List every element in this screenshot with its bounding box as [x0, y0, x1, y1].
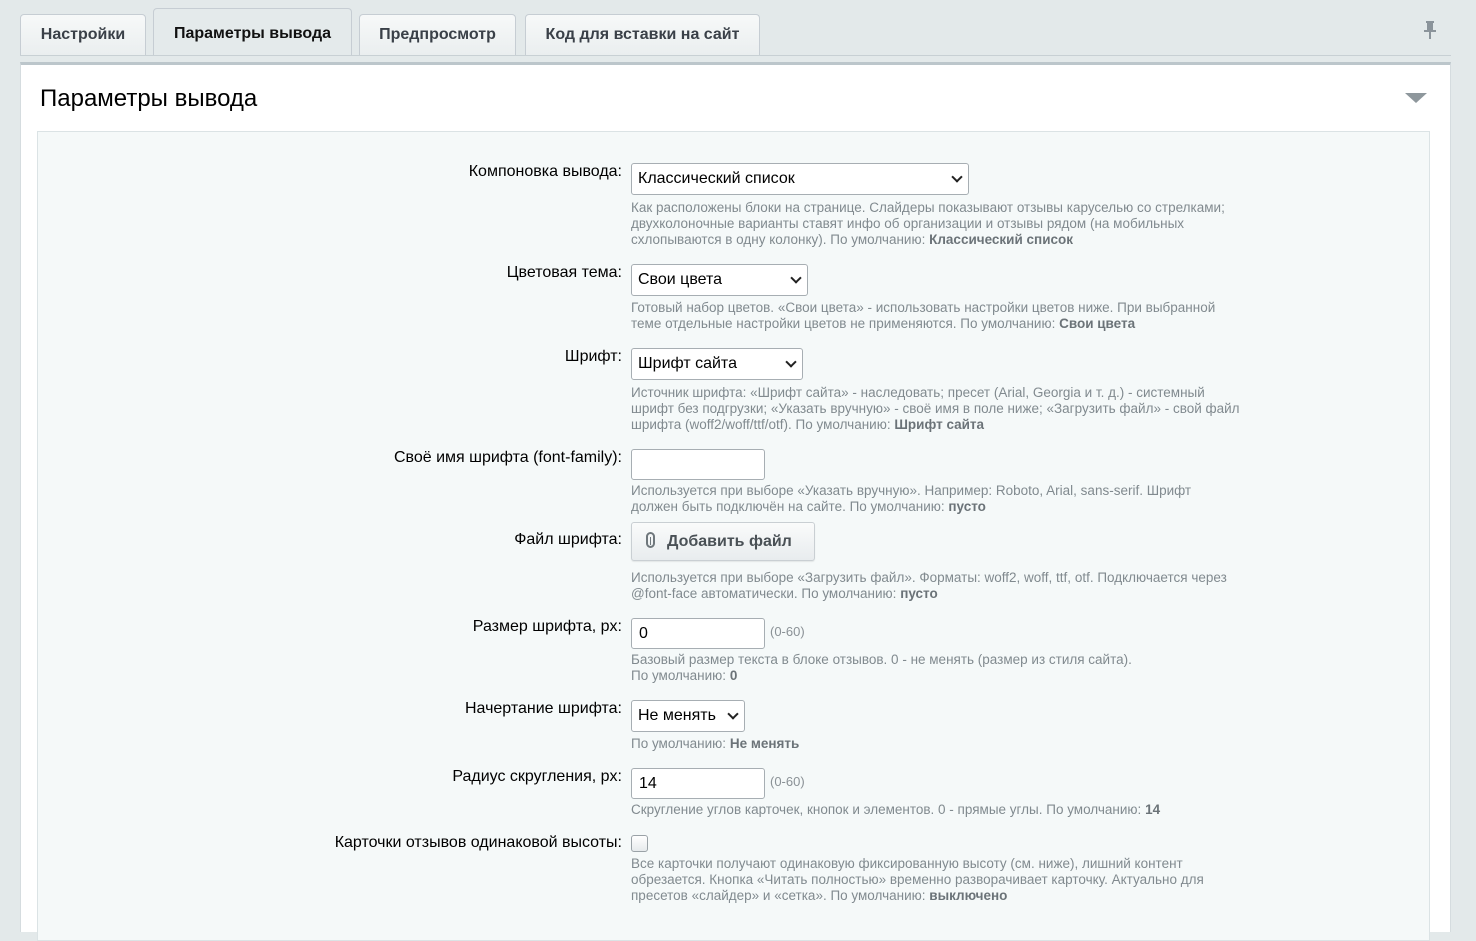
layout-select-value: Классический список — [638, 170, 795, 187]
equal-height-desc-text: Все карточки получают одинаковую фиксированную высоту (см. ниже), лишний контент обрезается. Кнопка «Читать полностью» временно разворачивает карточку. Актуально для пресетов «слайдер» и «сетка». По умолчанию: — [631, 856, 1204, 903]
radius-description — [631, 802, 1241, 818]
font-size-control — [631, 618, 805, 649]
layout-select[interactable] — [631, 163, 969, 195]
font-weight-desc-text: По умолчанию: — [631, 736, 727, 751]
radius-control — [631, 768, 805, 799]
pin-icon-svg — [1423, 20, 1437, 40]
chevron-down-icon — [790, 272, 801, 283]
font-weight-control — [631, 700, 745, 732]
font-default: Шрифт сайта — [894, 417, 985, 432]
paperclip-icon — [646, 532, 655, 548]
pin-icon[interactable] — [1419, 20, 1441, 42]
tab-preview[interactable]: Предпросмотр — [359, 14, 516, 55]
equal-height-default: выключено — [929, 888, 1008, 903]
font-size-input[interactable]: 0 — [631, 618, 765, 649]
font-file-label: Файл шрифта: — [514, 531, 622, 548]
font-size-default: 0 — [729, 668, 738, 683]
font-description — [631, 385, 1241, 433]
font-size-range: (0-60) — [770, 624, 805, 639]
tab-settings[interactable]: Настройки — [20, 14, 146, 55]
equal-height-control — [631, 834, 648, 852]
radius-range: (0-60) — [770, 774, 805, 789]
font-file-desc-text: Используется при выборе «Загрузить файл». Форматы: woff2, woff, ttf, otf. Подключается через @font-face автоматически. По умолчанию: — [631, 570, 1227, 601]
chevron-down-icon — [951, 171, 962, 182]
font-control — [631, 348, 803, 380]
tab-output-params[interactable]: Параметры вывода — [153, 8, 352, 56]
font-file-description — [631, 570, 1241, 602]
font-size-desc-text: Базовый размер текста в блоке отзывов. 0 - не менять (размер из стиля сайта). — [631, 652, 1132, 667]
collapse-arrow-icon[interactable] — [1405, 93, 1427, 103]
layout-desc-text: Как расположены блоки на странице. Слайдеры показывают отзывы каруселью со стрелками; двухколоночные варианты ставят инфо об организации и отзывы рядом (на мобильных схлопываются в одну колонку). По умолчанию: — [631, 200, 1225, 247]
radius-default: 14 — [1145, 802, 1161, 817]
font-family-control — [631, 449, 765, 480]
font-size-description — [631, 652, 1241, 684]
tabs-divider — [20, 55, 1451, 56]
chevron-down-icon — [785, 356, 796, 367]
radius-label: Радиус скругления, px: — [452, 768, 622, 785]
theme-description — [631, 300, 1241, 332]
theme-select[interactable] — [631, 264, 808, 296]
font-label: Шрифт: — [564, 348, 622, 365]
font-size-desc-default-label: По умолчанию: — [631, 668, 727, 683]
font-family-input[interactable] — [631, 449, 765, 480]
font-select[interactable] — [631, 348, 803, 380]
theme-default: Свои цвета — [1059, 316, 1136, 331]
add-file-button[interactable] — [631, 522, 815, 561]
layout-default: Классический список — [929, 232, 1074, 247]
equal-height-checkbox[interactable] — [631, 835, 648, 852]
layout-label: Компоновка вывода: — [468, 163, 622, 180]
font-weight-description — [631, 736, 1241, 752]
add-file-button-label: Добавить файл — [667, 533, 792, 550]
settings-form — [37, 131, 1430, 941]
theme-desc-text: Готовый набор цветов. «Свои цвета» - использовать настройки цветов ниже. При выбранной теме отдельные настройки цветов не применяются. По умолчанию: — [631, 300, 1216, 331]
font-weight-select[interactable] — [631, 700, 745, 732]
font-family-desc-text: Используется при выборе «Указать вручную». Например: Roboto, Arial, sans-serif. Шрифт должен быть подключён на сайте. По умолчанию: — [631, 483, 1192, 514]
radius-input[interactable]: 14 — [631, 768, 765, 799]
font-weight-default: Не менять — [729, 736, 800, 751]
equal-height-label: Карточки отзывов одинаковой высоты: — [334, 834, 622, 851]
theme-label: Цветовая тема: — [506, 264, 622, 281]
equal-height-description — [631, 856, 1241, 904]
font-weight-select-value: Не менять — [638, 707, 716, 724]
font-family-description — [631, 483, 1241, 515]
theme-select-value: Свои цвета — [638, 271, 723, 288]
font-select-value: Шрифт сайта — [638, 355, 737, 372]
layout-control — [631, 163, 969, 195]
font-desc-text: Источник шрифта: «Шрифт сайта» - наследовать; пресет (Arial, Georgia и т. д.) - системный шрифт без подгрузки; «Указать вручную» - своё имя в поле ниже; «Загрузить файл» - свой файл шрифта (woff2/woff/ttf/otf). По умолчанию: — [631, 385, 1240, 432]
font-size-label: Размер шрифта, px: — [472, 618, 622, 635]
font-file-default: пусто — [900, 586, 938, 601]
layout-description — [631, 200, 1241, 248]
theme-control — [631, 264, 808, 296]
font-weight-label: Начертание шрифта: — [464, 700, 622, 717]
font-family-default: пусто — [948, 499, 986, 514]
output-params-panel — [20, 62, 1451, 932]
panel-title: Параметры вывода — [40, 85, 258, 112]
radius-desc-text: Скругление углов карточек, кнопок и элементов. 0 - прямые углы. По умолчанию: — [631, 802, 1142, 817]
tab-embed-code[interactable]: Код для вставки на сайт — [525, 14, 760, 55]
font-family-label: Своё имя шрифта (font-family): — [393, 449, 622, 466]
chevron-down-icon — [727, 708, 738, 719]
font-file-control — [631, 522, 815, 561]
